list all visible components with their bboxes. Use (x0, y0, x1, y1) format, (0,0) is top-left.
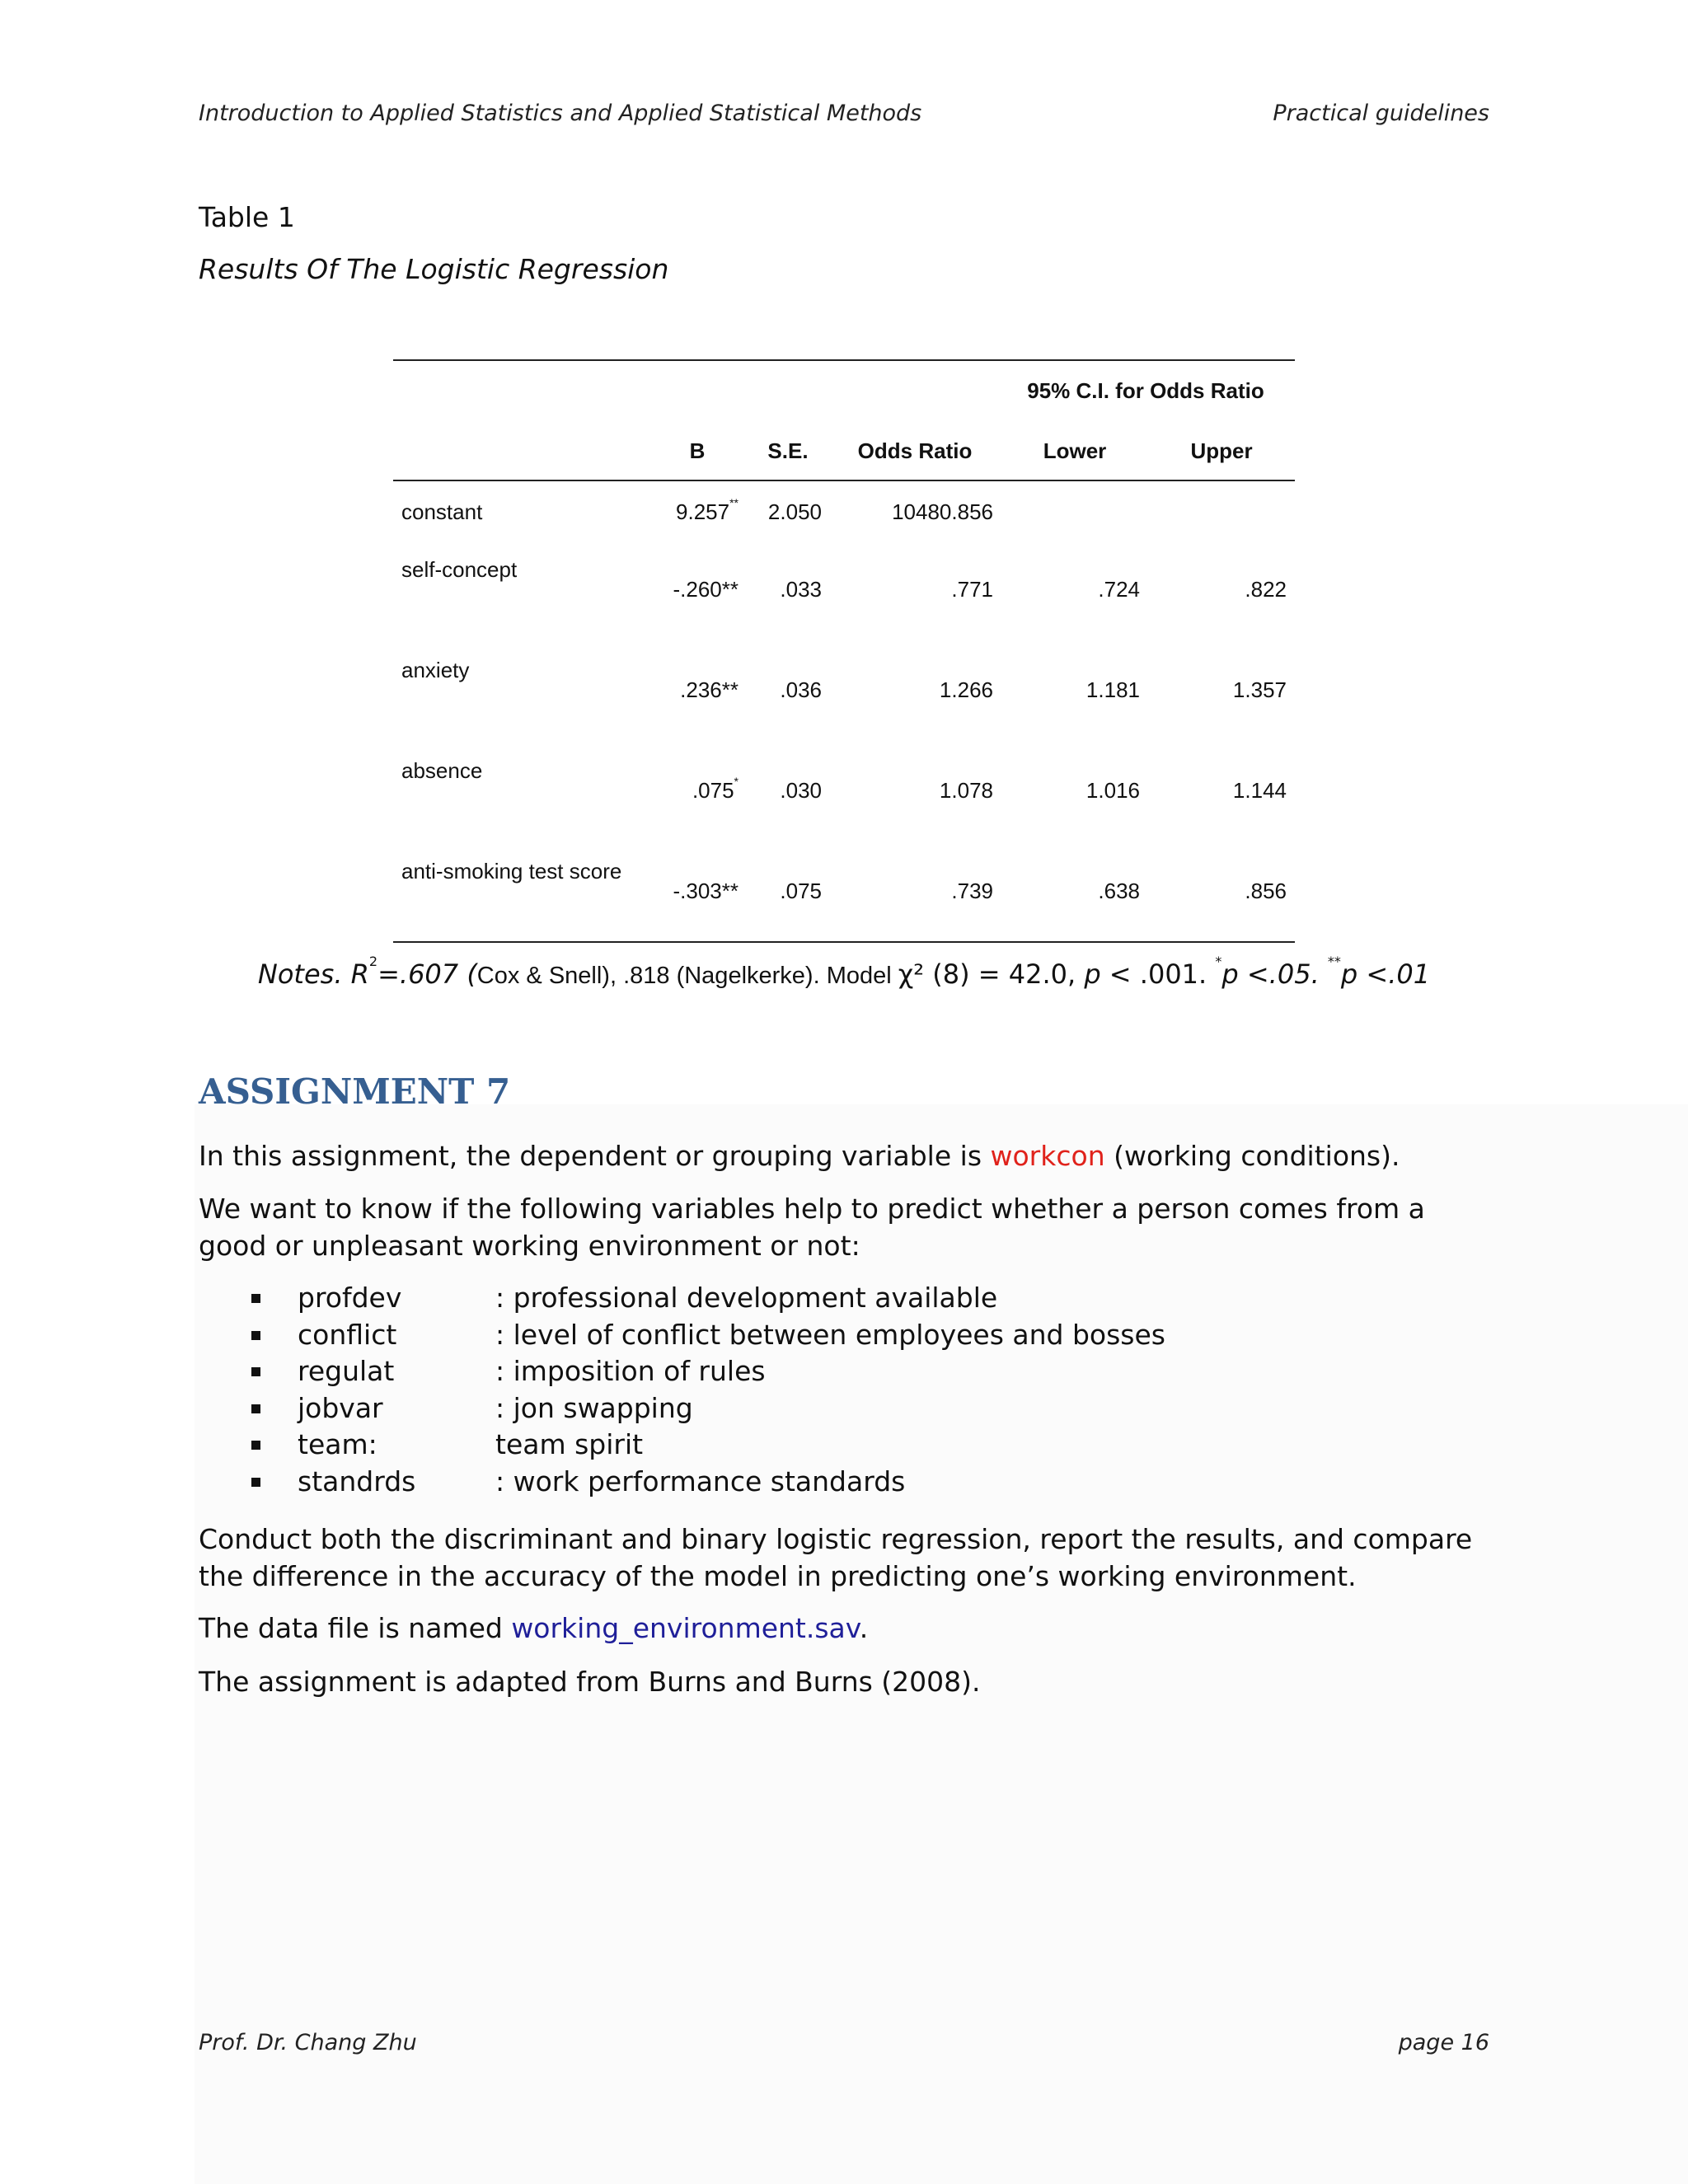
column-header-odds-ratio: Odds Ratio (857, 438, 973, 463)
cell-lower-absence: 1.016 (1085, 778, 1140, 803)
cell-b-self-concept: -.260** (673, 577, 738, 602)
footer-page-number: page 16 (1398, 2030, 1489, 2055)
cell-or-absence: 1.078 (939, 778, 993, 803)
cell-lower-anti-smoking: .638 (1098, 879, 1140, 903)
row-label-absence: absence (401, 758, 483, 783)
cell-b-constant: 9.257** (676, 496, 738, 524)
bullet-square-icon (251, 1441, 260, 1450)
bullet-square-icon (251, 1478, 260, 1487)
cell-se-self-concept: .033 (780, 577, 822, 602)
cell-b-anxiety: .236** (680, 677, 738, 702)
cell-b-absence: .075* (692, 775, 738, 803)
grouping-variable: workcon (990, 1140, 1105, 1172)
cell-or-anti-smoking: .739 (951, 879, 993, 903)
table-header-rule (393, 480, 1295, 481)
bullet-square-icon (251, 1331, 260, 1340)
table-number: Table 1 (199, 201, 295, 233)
cell-or-anxiety: 1.266 (939, 677, 993, 702)
cell-upper-anti-smoking: .856 (1245, 879, 1287, 903)
assignment-question: We want to know if the following variables help to predict whether a person comes from a good or unpleasant working environment or not: (199, 1193, 1425, 1262)
footer-author: Prof. Dr. Chang Zhu (199, 2030, 417, 2055)
assignment-datafile: The data file is named working_environment.sav. (199, 1612, 869, 1644)
running-header-left: Introduction to Applied Statistics and Applied Statistical Methods (199, 101, 922, 126)
cell-se-anti-smoking: .075 (780, 879, 822, 903)
column-header-se: S.E. (767, 438, 809, 463)
table-notes: Notes. $R^2=.607$ (Cox & Snell), .818 (Nagelkerke). Model χ² (8) = 42.0, p < .001. *p <.05. **p <.01 (257, 954, 1431, 990)
assignment-conduct: Conduct both the discriminant and binary logistic regression, report the results, and compare the difference in the accuracy of the model in predicting one’s working environment. (199, 1523, 1473, 1592)
cell-se-absence: .030 (780, 778, 822, 803)
cell-lower-anxiety: 1.181 (1085, 677, 1140, 702)
column-header-lower: Lower (1043, 438, 1107, 463)
cell-or-self-concept: .771 (951, 577, 993, 602)
cell-se-constant: 2.050 (767, 499, 822, 524)
row-label-constant: constant (401, 499, 483, 524)
cell-b-anti-smoking: -.303** (673, 879, 738, 903)
row-label-anxiety: anxiety (401, 658, 470, 682)
bullet-square-icon (251, 1367, 260, 1376)
table-group-header: 95% C.I. for Odds Ratio (1027, 378, 1264, 403)
table-top-rule (393, 359, 1295, 361)
table-bottom-rule (393, 941, 1295, 943)
bullet-square-icon (251, 1294, 260, 1303)
table-title: Results Of The Logistic Regression (199, 253, 669, 285)
cell-or-constant: 10480.856 (892, 499, 993, 524)
row-label-anti-smoking: anti-smoking test score (401, 859, 622, 883)
column-header-b: B (689, 438, 706, 463)
assignment-source: The assignment is adapted from Burns and Burns (2008). (199, 1666, 981, 1698)
cell-se-anxiety: .036 (780, 677, 822, 702)
bullet-square-icon (251, 1404, 260, 1413)
assignment-heading: ASSIGNMENT 7 (199, 1071, 511, 1112)
row-label-self-concept: self-concept (401, 557, 518, 582)
cell-upper-absence: 1.144 (1232, 778, 1287, 803)
column-header-upper: Upper (1190, 438, 1253, 463)
cell-upper-self-concept: .822 (1245, 577, 1287, 602)
running-header-right: Practical guidelines (1273, 101, 1489, 126)
cell-upper-anxiety: 1.357 (1232, 677, 1287, 702)
cell-lower-self-concept: .724 (1098, 577, 1140, 602)
datafile-name: working_environment.sav (511, 1612, 860, 1644)
assignment-intro: In this assignment, the dependent or grouping variable is workcon (working conditions). (199, 1140, 1400, 1172)
